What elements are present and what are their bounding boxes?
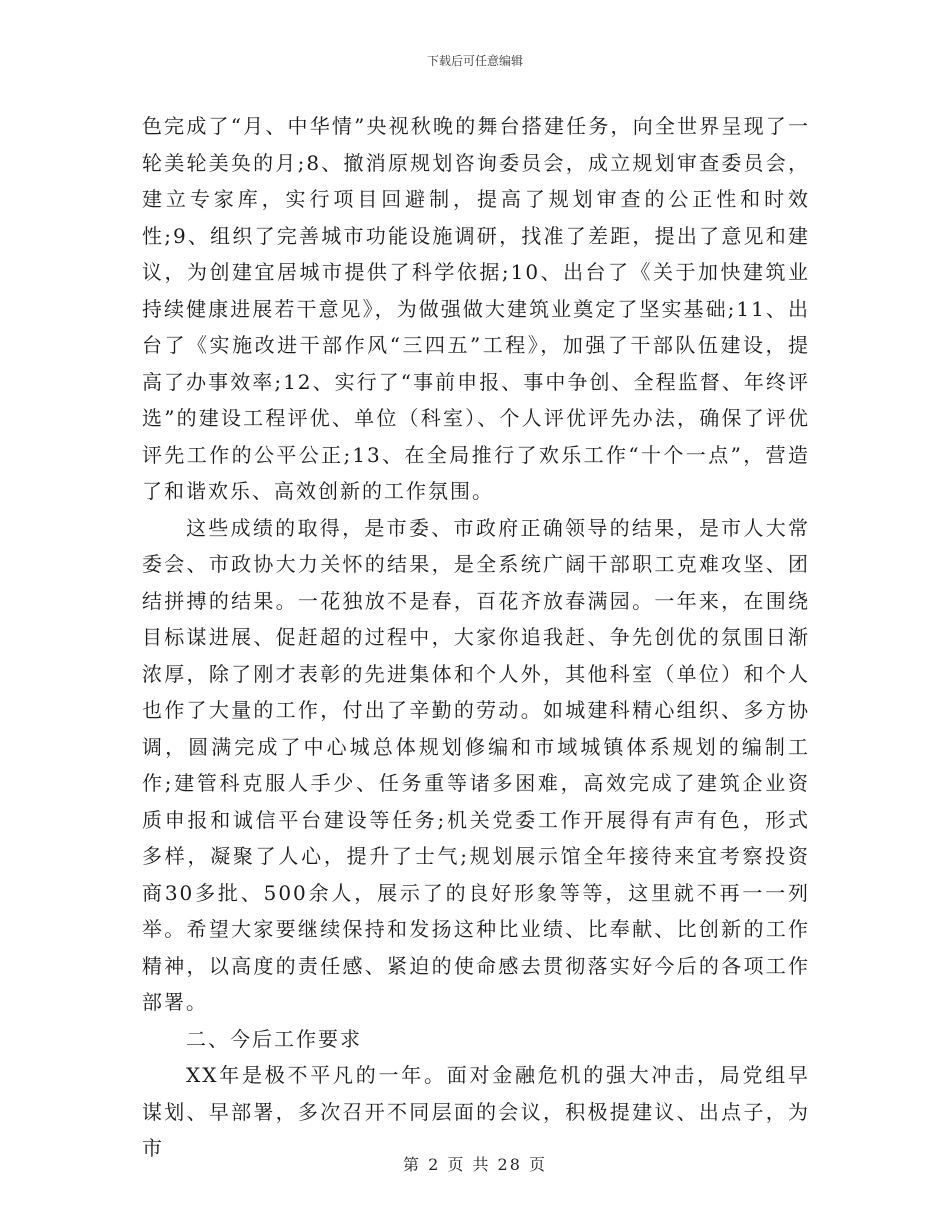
document-body: [142, 108, 810, 1167]
page-number: 第 2 页 共 28 页: [403, 1155, 547, 1174]
section-heading: 二、今后工作要求: [186, 1026, 362, 1051]
paragraph-achievements-continued: 色完成了“月、中华情”央视秋晚的舞台搭建任务，向全世界呈现了一轮美轮美奂的月;8、撤消原规划咨询委员会，成立规划审查委员会，建立专家库，实行项目回避制，提高了规划审查的公正性和时效性;9、组织了完善城市功能设施调研，找准了差距，提出了意见和建议，为创建宜居城市提供了科学依据;10、出台了《关于加快建筑业持续健康进展若干意见》，为做强做大建筑业奠定了坚实基础;11、出台了《实施改进干部作风“三四五”工程》，加强了干部队伍建设，提高了办事效率;12、实行了“事前申报、事中争创、全程监督、年终评选”的建设工程评优、单位（科室）、个人评优评先办法，确保了评优评先工作的公平公正;13、在全局推行了欢乐工作“十个一点”，营造了和谐欢乐、高效创新的工作氛围。: [142, 114, 810, 503]
paragraph-future-work: XX年是极不平凡的一年。面对金融危机的强大冲击，局党组早谋划、早部署，多次召开不同层面的会议，积极提建议、出点子，为市: [142, 1063, 810, 1160]
paragraph-acknowledgement: 这些成绩的取得，是市委、市政府正确领导的结果，是市人大常委会、市政协大力关怀的结果，是全系统广阔干部职工克难攻坚、团结拼搏的结果。一花独放不是春，百花齐放春满园。一年来，在围绕目标谋进展、促赶超的过程中，大家你追我赶、争先创优的氛围日渐浓厚，除了刚才表彰的先进集体和个人外，其他科室（单位）和个人也作了大量的工作，付出了辛勤的劳动。如城建科精心组织、多方协调，圆满完成了中心城总体规划修编和市域城镇体系规划的编制工作;建管科克服人手少、任务重等诸多困难，高效完成了建筑企业资质申报和诚信平台建设等任务;机关党委工作开展得有声有色，形式多样，凝聚了人心，提升了士气;规划展示馆全年接待来宜考察投资商30多批、500余人，展示了的良好形象等等，这里就不再一一列举。希望大家要继续保持和发扬这种比业绩、比奉献、比创新的工作精神，以高度的责任感、紧迫的使命感去贯彻落实好今后的各项工作部署。: [142, 515, 810, 1014]
page-header: 下载后可任意编辑: [426, 54, 523, 68]
